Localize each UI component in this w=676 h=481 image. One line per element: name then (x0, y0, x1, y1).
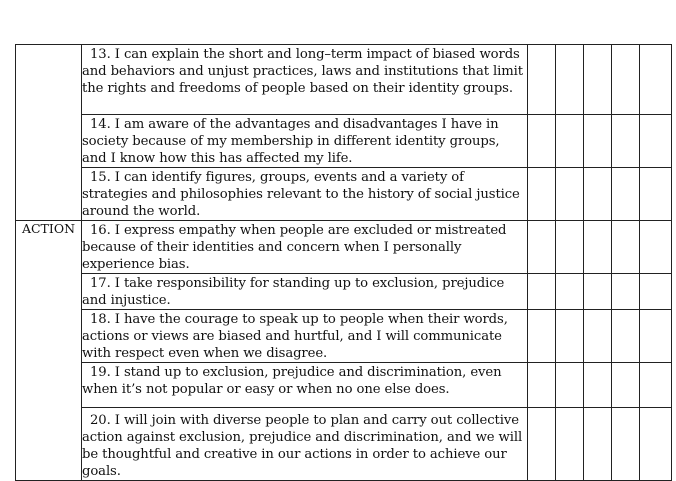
rating-cell-4[interactable] (612, 115, 640, 168)
statement-text: 18. I have the courage to speak up to people when their words, actions or views are biased and hurtful, and I will communicate with respect even when we disagree. (82, 312, 508, 361)
rating-cell-4[interactable] (612, 168, 640, 221)
rating-cell-3[interactable] (584, 310, 612, 363)
rating-cell-1[interactable] (528, 45, 556, 115)
statement-cell (82, 221, 528, 274)
statement-cell (82, 168, 528, 221)
statement-cell (82, 45, 528, 115)
rating-cell-5[interactable] (640, 363, 672, 408)
table-row (16, 115, 672, 168)
rating-cell-1[interactable] (528, 168, 556, 221)
table-row (16, 274, 672, 310)
rating-cell-3[interactable] (584, 363, 612, 408)
statement-text: 20. I will join with diverse people to plan and carry out collective action against exclusion, prejudice and discrimination, and we will be thoughtful and creative in our actions in order to achieve our goals. (82, 413, 523, 479)
rating-cell-4[interactable] (612, 363, 640, 408)
rating-cell-5[interactable] (640, 221, 672, 274)
rating-cell-1[interactable] (528, 274, 556, 310)
table-row (16, 363, 672, 408)
rating-cell-2[interactable] (556, 45, 584, 115)
statement-text: 13. I can explain the short and long–term impact of biased words and behaviors and unjust practices, laws and institutions that limit the rights and freedoms of people based on their identity groups. (82, 47, 523, 96)
rating-cell-5[interactable] (640, 115, 672, 168)
category-cell (16, 274, 82, 310)
rating-cell-1[interactable] (528, 363, 556, 408)
rating-cell-3[interactable] (584, 168, 612, 221)
rating-cell-5[interactable] (640, 45, 672, 115)
rating-cell-4[interactable] (612, 221, 640, 274)
rating-cell-5[interactable] (640, 168, 672, 221)
category-cell: ACTION (16, 221, 82, 274)
rating-cell-1[interactable] (528, 221, 556, 274)
statement-text: 15. I can identify figures, groups, events and a variety of strategies and philosophies relevant to the history of social justice around the world. (82, 170, 520, 219)
category-cell (16, 168, 82, 221)
rating-cell-5[interactable] (640, 274, 672, 310)
rating-cell-4[interactable] (612, 310, 640, 363)
rating-cell-4[interactable] (612, 408, 640, 481)
rating-cell-2[interactable] (556, 221, 584, 274)
statement-cell (82, 115, 528, 168)
category-cell (16, 45, 82, 115)
table-row (16, 168, 672, 221)
rating-cell-2[interactable] (556, 310, 584, 363)
rating-cell-4[interactable] (612, 45, 640, 115)
rating-cell-2[interactable] (556, 408, 584, 481)
category-cell (16, 310, 82, 363)
rating-cell-5[interactable] (640, 408, 672, 481)
category-cell (16, 115, 82, 168)
statement-text: 19. I stand up to exclusion, prejudice and discrimination, even when it’s not popular or easy or when no one else does. (82, 365, 502, 397)
statement-cell (82, 363, 528, 408)
rating-cell-5[interactable] (640, 310, 672, 363)
rating-cell-1[interactable] (528, 408, 556, 481)
table-row (16, 45, 672, 115)
table-row (16, 408, 672, 481)
category-cell (16, 363, 82, 408)
table-row (16, 221, 672, 274)
rating-cell-3[interactable] (584, 45, 612, 115)
rating-cell-3[interactable] (584, 274, 612, 310)
statement-cell (82, 274, 528, 310)
rating-cell-3[interactable] (584, 221, 612, 274)
statement-text: 17. I take responsibility for standing up to exclusion, prejudice and injustice. (82, 276, 505, 308)
statement-cell (82, 310, 528, 363)
rating-cell-2[interactable] (556, 115, 584, 168)
rating-cell-4[interactable] (612, 274, 640, 310)
rating-cell-2[interactable] (556, 274, 584, 310)
category-cell (16, 408, 82, 481)
rating-cell-2[interactable] (556, 168, 584, 221)
statement-cell (82, 408, 528, 481)
rating-cell-3[interactable] (584, 408, 612, 481)
rating-cell-2[interactable] (556, 363, 584, 408)
rating-cell-1[interactable] (528, 310, 556, 363)
rating-cell-3[interactable] (584, 115, 612, 168)
statement-text: 16. I express empathy when people are excluded or mistreated because of their identities and concern when I personally experience bias. (82, 223, 507, 272)
table-row (16, 310, 672, 363)
rating-cell-1[interactable] (528, 115, 556, 168)
statement-text: 14. I am aware of the advantages and disadvantages I have in society because of my membership in different identity groups, and I know how this has affected my life. (82, 117, 500, 166)
self-assessment-table (15, 44, 672, 481)
